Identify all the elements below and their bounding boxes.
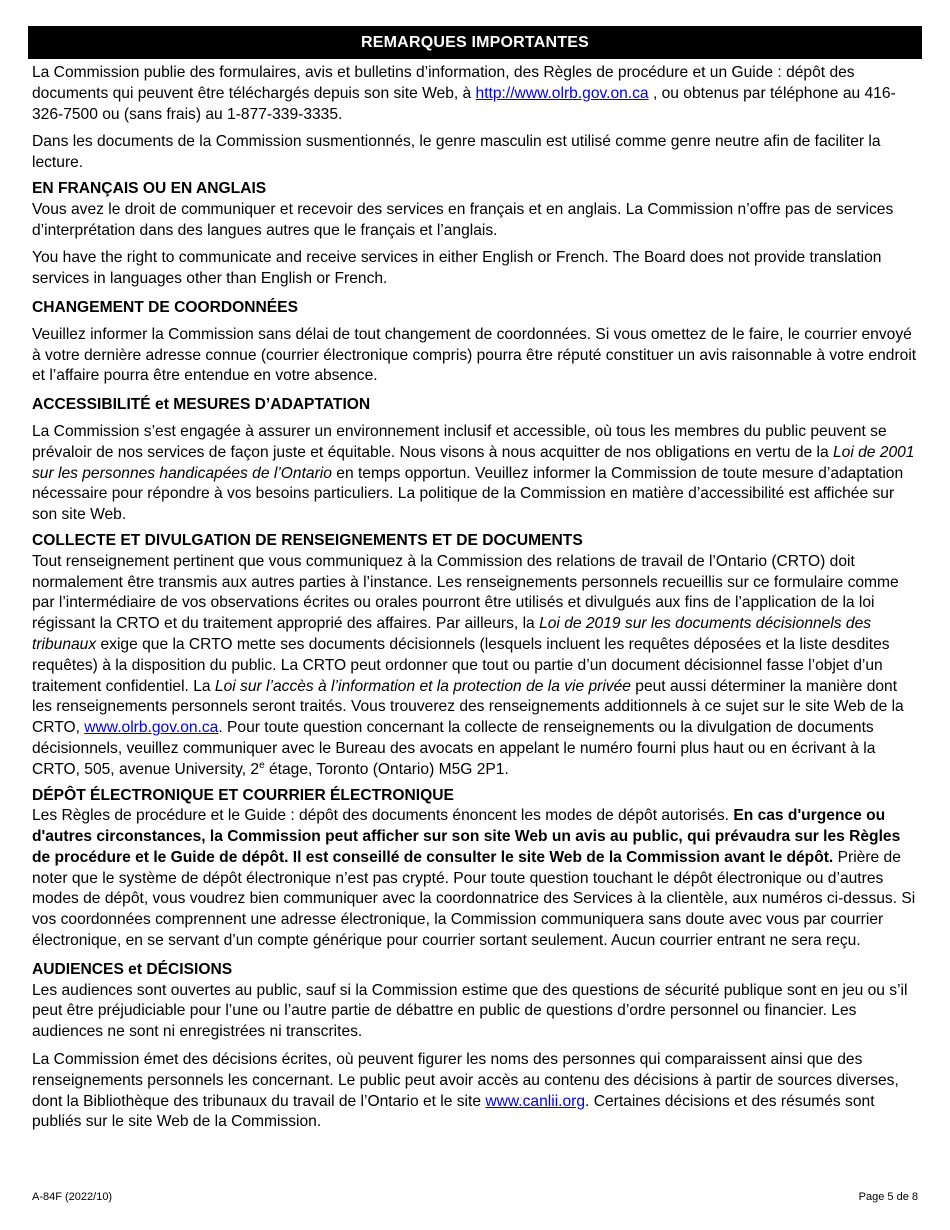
crto-website-link[interactable]: www.olrb.gov.on.ca — [84, 719, 219, 737]
collection-text-4: . Pour toute question concernant la collecte de renseignements ou la divulgation de documents décisionnels, veuillez communiquer avec le Bureau des avocats en appelant le numéro fourni plus haut ou en écrivant à la CRTO, 505, avenue University, 2 — [32, 719, 876, 778]
document-content — [28, 63, 922, 1133]
hearings-paragraph-1: Les audiences sont ouvertes au public, sauf si la Commission estime que des questions de sécurité publique sont en jeu ou s’il peut être préjudiciable pour l’une ou l’autre partie de débattre en public de questions d’ordre personnel ou financier. Les audiences ne sont ni enregistrées ni transcrites. — [32, 981, 908, 1041]
efiling-text-cont: Prière de noter que le système de dépôt électronique n’est pas crypté. Pour toute question touchant le dépôt électronique ou d’autres modes de dépôt, vous voudrez bien communiquer avec la coordonnatrice des Services à la clientèle, aux numéros ci-dessus. Si vos coordonnées comprennent une adresse électronique, la Commission communiquera sans doute avec vous par courrier électronique, en se servant d’un compte générique pour courrier sortant seulement. Aucun courrier entrant ne sera reçu. — [32, 848, 916, 950]
aoda-law-title: Loi de 2001 sur les personnes handicapées de l’Ontario — [32, 443, 915, 482]
intro-text: La Commission publie des formulaires, avis et bulletins d’information, des Règles de procédure et un Guide : dépôt des documents qui peuvent être téléchargés depuis son site Web, à — [32, 64, 855, 102]
section-banner: REMARQUES IMPORTANTES — [28, 26, 922, 59]
document-page — [28, 26, 922, 1133]
decisions-text-cont: . Certaines décisions et des résumés sont publiés sur le site Web de la Commission. — [32, 1092, 875, 1131]
floor-superscript: e — [259, 759, 265, 771]
intro-paragraph — [32, 63, 918, 125]
form-code: A-84F (2022/10) — [32, 1191, 113, 1203]
collection-heading: COLLECTE ET DIVULGATION DE RENSEIGNEMENTS ET DE DOCUMENTS — [32, 531, 583, 549]
contact-change-heading: CHANGEMENT DE COORDONNÉES — [32, 298, 298, 316]
hearings-heading: AUDIENCES et DÉCISIONS — [32, 960, 233, 978]
accessibility-text-cont: en temps opportun. Veuillez informer la Commission de toute mesure d’adaptation nécessaire pour répondre à vos besoins particuliers. La politique de la Commission en matière d’accessibilité est affichée sur son site Web. — [32, 464, 904, 524]
language-paragraph-en: You have the right to communicate and receive services in either English or French. The Board does not provide translation services in languages other than English or French. — [32, 249, 882, 288]
page-number: Page 5 de 8 — [858, 1191, 918, 1203]
privacy-law-title: Loi sur l’accès à l’information et la protection de la vie privée — [214, 677, 631, 695]
accessibility-paragraph — [32, 422, 918, 526]
collection-paragraph — [32, 552, 918, 781]
page-footer — [32, 1191, 918, 1203]
collection-text-3: peut aussi déterminer la manière dont les renseignements personnels seront traités. Vous trouverez des renseignements additionnels à ce sujet sur le site Web de la CRTO, — [32, 677, 904, 737]
collection-text: Tout renseignement pertinent que vous communiquez à la Commission des relations de travail de l’Ontario (CRTO) doit normalement être transmis aux autres parties à l’instance. Les renseignements personnels recueillis sur ce formulaire comme par l’intermédiaire de vos observations écrites ou orales pourront être utilisés et divulgués aux fins de l’application de la loi régissant la CRTO et du traitement approprié des affaires. Par ailleurs, la — [32, 552, 899, 633]
gender-note: Dans les documents de la Commission susmentionnés, le genre masculin est utilisé comme genre neutre afin de faciliter la lecture. — [32, 133, 881, 172]
collection-text-5: étage, Toronto (Ontario) M5G 2P1. — [264, 760, 509, 778]
efiling-heading: DÉPÔT ÉLECTRONIQUE ET COURRIER ÉLECTRONIQUE — [32, 786, 454, 804]
efiling-text: Les Règles de procédure et le Guide : dépôt des documents énoncent les modes de dépôt autorisés. — [32, 807, 734, 825]
decisions-text: La Commission émet des décisions écrites, où peuvent figurer les noms des personnes qui comparaissent ainsi que des renseignements personnels les concernant. Le public peut avoir accès au contenu des décisions à partir de sources diverses, dont la Bibliothèque des tribunaux du travail de l’Ontario et le site — [32, 1051, 899, 1110]
contact-change-paragraph: Veuillez informer la Commission sans délai de tout changement de coordonnées. Si vous omettez de le faire, le courrier envoyé à votre dernière adresse connue (courrier électronique compris) pourra être réputé constituer un avis raisonnable à votre endroit et l’affaire pourra être entendue en votre absence. — [32, 325, 917, 385]
accessibility-heading: ACCESSIBILITÉ et MESURES D’ADAPTATION — [32, 396, 371, 414]
olrb-website-link[interactable]: http://www.olrb.gov.on.ca — [475, 84, 649, 102]
efiling-paragraph — [32, 806, 918, 952]
language-heading: EN FRANÇAIS OU EN ANGLAIS — [32, 179, 267, 197]
intro-text-cont: , ou obtenus par téléphone au 416-326-7500 ou (sans frais) au 1-877-339-3335. — [32, 84, 896, 123]
hearings-paragraph-2 — [32, 1050, 918, 1133]
accessibility-text: La Commission s’est engagée à assurer un environnement inclusif et accessible, où tous les membres du public peuvent se prévaloir de nos services de façon juste et équitable. Nous visons à nous acquitter de nos obligations en vertu de la — [32, 422, 887, 461]
language-paragraph-fr: Vous avez le droit de communiquer et recevoir des services en français et en anglais. La Commission n’offre pas de services d’interprétation dans des langues autres que le français et l’anglais. — [32, 200, 894, 239]
tribunal-records-law-title: Loi de 2019 sur les documents décisionnels des tribunaux — [32, 615, 872, 653]
canlii-link[interactable]: www.canlii.org — [485, 1092, 586, 1110]
collection-text-2: exige que la CRTO mette ses documents décisionnels (lesquels incluent les requêtes déposées et la liste desdites requêtes) à la disposition du public. La CRTO peut ordonner que tout ou partie d’un document décisionnel fasse l’objet d’un traitement confidentiel. La — [32, 635, 890, 695]
efiling-notice-bold: En cas d'urgence ou d'autres circonstances, la Commission peut afficher sur son site Web un avis au public, qui prévaudra sur les Règles de procédure et le Guide de dépôt. Il est conseillé de consulter le site Web de la Commission avant le dépôt. — [32, 807, 901, 866]
